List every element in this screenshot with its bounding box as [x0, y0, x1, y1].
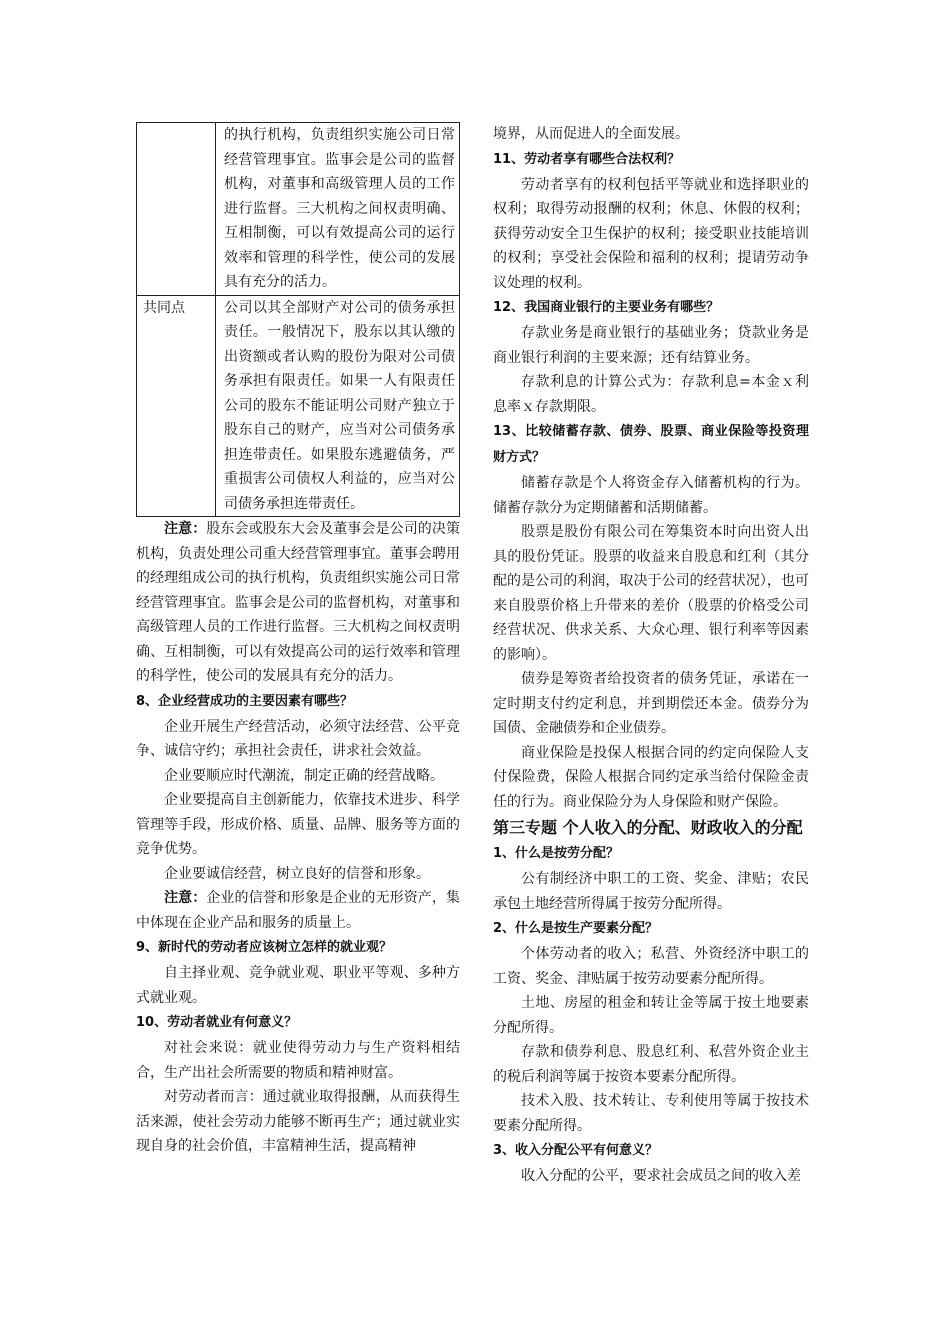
- paragraph: 土地、房屋的租金和转让金等属于按土地要素分配所得。: [493, 995, 809, 1036]
- question-heading: 13、比较储蓄存款、债券、股票、商业保险等投资理财方式？: [493, 424, 809, 465]
- note-label: 注意：: [164, 890, 207, 906]
- note-paragraph: [136, 517, 460, 689]
- paragraph: 对劳动者而言：通过就业取得报酬，从而获得生活来源，使社会劳动力能够不断再生产；通过就业实现自身的社会价值，丰富精神生活，提高精神: [136, 1089, 460, 1154]
- question-heading: 2、什么是按生产要素分配？: [493, 921, 659, 936]
- note-label: 注意：: [164, 521, 207, 537]
- question-heading: 12、我国商业银行的主要业务有哪些？: [493, 300, 720, 315]
- table-text-cell: 公司以其全部财产对公司的债务承担责任。一般情况下，股东以其认缴的出资额或者认购的股份为限对公司债务承担有限责任。如果一人有限责任公司的股东不能证明公司财产独立于股东自己的财产，应当对公司债务承担连带责任。如果股东逃避债务，严重损害公司债权人利益的，应当对公司债务承担连带责任。: [216, 295, 460, 517]
- right-column: [493, 122, 809, 1189]
- paragraph: 技术入股、技术转让、专利使用等属于按技术要素分配所得。: [493, 1093, 809, 1134]
- paragraph: 存款和债券利息、股息红利、私营外资企业主的税后利润等属于按资本要素分配所得。: [493, 1044, 809, 1085]
- topic-heading: 第三专题 个人收入的分配、财政收入的分配: [493, 818, 803, 837]
- table-row: [137, 295, 460, 517]
- note-text: 企业的信誉和形象是企业的无形资产，集中体现在企业产品和服务的质量上。: [136, 890, 461, 931]
- paragraph: 收入分配的公平，要求社会成员之间的收入差: [521, 1168, 801, 1184]
- table-label-cell: 共同点: [137, 295, 216, 517]
- paragraph: 存款利息的计算公式为：存款利息=本金ｘ利息率ｘ存款期限。: [493, 374, 809, 415]
- table-label-cell-empty: [137, 123, 216, 296]
- note-paragraph: [136, 886, 460, 935]
- question-heading: 9、新时代的劳动者应该树立怎样的就业观？: [136, 940, 393, 955]
- question-heading: 11、劳动者享有哪些合法权利？: [493, 151, 681, 167]
- paragraph-continuation: 境界，从而促进人的全面发展。: [493, 126, 689, 142]
- table-text-cell: 的执行机构，负责组织实施公司日常经营管理事宜。监事会是公司的监督机构，对董事和高级管理人员的工作进行监督。三大机构之间权责明确、互相制衡，可以有效提高公司的运行效率和管理的科学性，使公司的发展具有充分的活力。: [216, 123, 460, 296]
- paragraph: 企业要诚信经营，树立良好的信誉和形象。: [164, 865, 430, 882]
- question-heading: 3、收入分配公平有何意义？: [493, 1143, 659, 1158]
- paragraph: 对社会来说：就业使得劳动力与生产资料相结合，生产出社会所需要的物质和精神财富。: [136, 1040, 460, 1081]
- paragraph: 股票是股份有限公司在筹集资本时向出资人出具的股份凭证。股票的收益来自股息和红利（其分配的是公司的利润，取决于公司的经营状况），也可来自股票价格上升带来的差价（股票的价格受公司经营状况、供求关系、大众心理、银行利率等因素的影响）。: [493, 524, 809, 663]
- paragraph: 企业要顺应时代潮流，制定正确的经营战略。: [164, 767, 444, 784]
- paragraph: 劳动者享有的权利包括平等就业和选择职业的权利；取得劳动报酬的权利；休息、休假的权利；获得劳动安全卫生保护的权利；接受职业技能培训的权利；享受社会保险和福利的权利；提请劳动争议处理的权利。: [493, 176, 809, 291]
- paragraph: 储蓄存款是个人将资金存入储蓄机构的行为。储蓄存款分为定期储蓄和活期储蓄。: [493, 475, 809, 516]
- paragraph: 个体劳动者的收入；私营、外资经济中职工的工资、奖金、津贴属于按劳动要素分配所得。: [493, 946, 809, 987]
- paragraph: 自主择业观、竞争就业观、职业平等观、多种方式就业观。: [136, 965, 460, 1006]
- paragraph: 债券是筹资者给投资者的债务凭证，承诺在一定时期支付约定利息，并到期偿还本金。债券分为国债、金融债券和企业债券。: [493, 671, 809, 736]
- question-heading: 1、什么是按劳分配？: [493, 846, 620, 861]
- question-heading: 8、企业经营成功的主要因素有哪些？: [136, 693, 354, 709]
- paragraph: 存款业务是商业银行的基础业务；贷款业务是商业银行利润的主要来源；还有结算业务。: [493, 325, 809, 366]
- left-column: [136, 122, 460, 1159]
- paragraph: 公有制经济中职工的工资、奖金、津贴；农民承包土地经营所得属于按劳分配所得。: [493, 871, 809, 912]
- table-row: [137, 123, 460, 296]
- paragraph: 商业保险是投保人根据合同的约定向保险人支付保险费，保险人根据合同约定承当给付保险金责任的行为。商业保险分为人身保险和财产保险。: [493, 744, 809, 810]
- note-text: 股东会或股东大会及董事会是公司的决策机构，负责处理公司重大经营管理事宜。董事会聘用的经理组成公司的执行机构，负责组织实施公司日常经营管理事宜。监事会是公司的监督机构，对董事和高级管理人员的工作进行监督。三大机构之间权责明确、互相制衡，可以有效提高公司的运行效率和管理的科学性，使公司的发展具有充分的活力。: [136, 521, 461, 684]
- question-heading: 10、劳动者就业有何意义？: [136, 1015, 298, 1030]
- paragraph: 企业要提高自主创新能力，依靠技术进步、科学管理等手段，形成价格、质量、品牌、服务等方面的竞争优势。: [136, 792, 460, 857]
- comparison-table: [136, 122, 460, 517]
- paragraph: 企业开展生产经营活动，必须守法经营、公平竞争、诚信守约；承担社会责任，讲求社会效益。: [136, 718, 460, 759]
